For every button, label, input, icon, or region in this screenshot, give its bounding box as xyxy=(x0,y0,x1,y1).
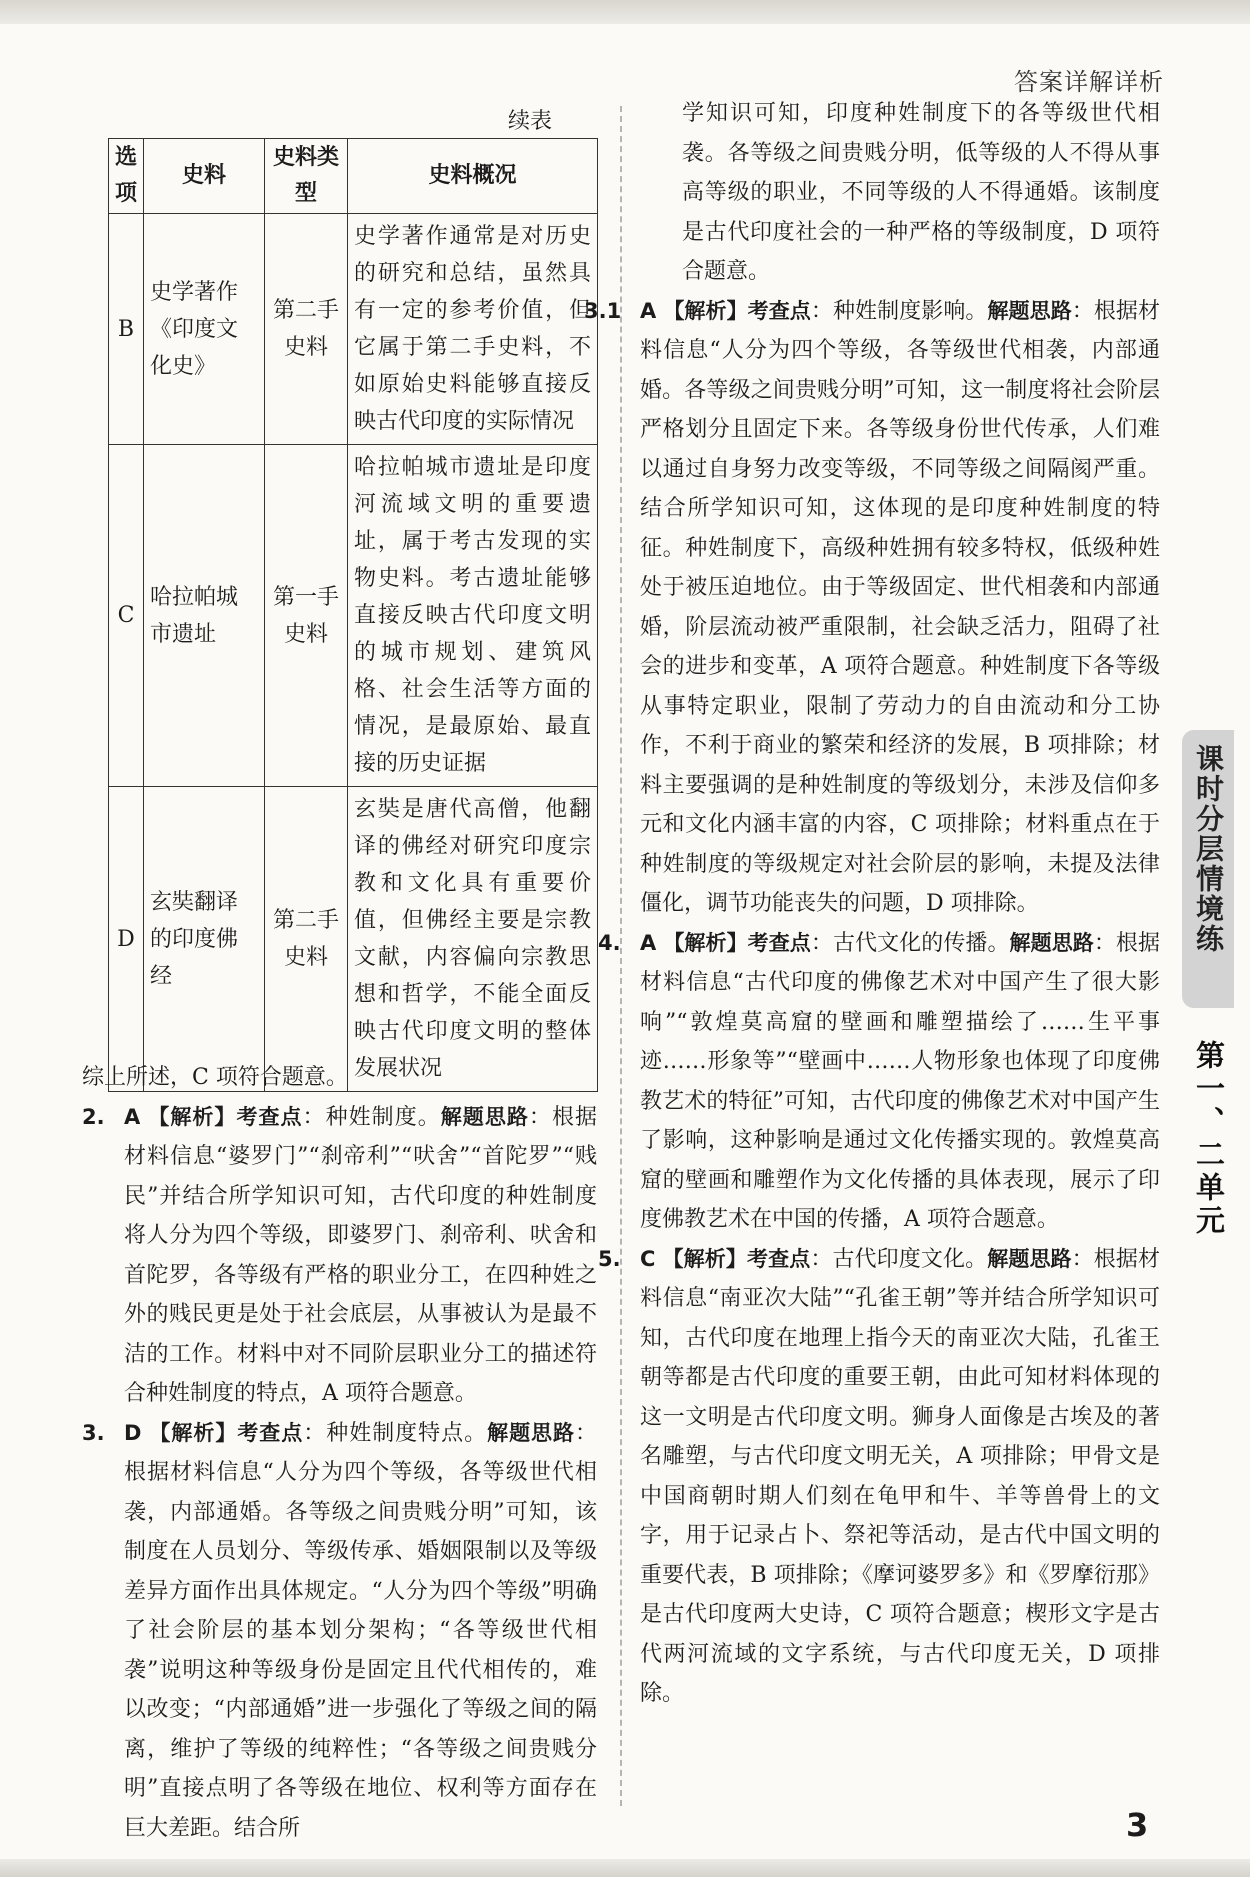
section-tab xyxy=(1182,730,1234,1008)
unit-label: 第一、二单元 xyxy=(1192,1040,1226,1238)
answer-letter: A xyxy=(640,298,657,323)
row-source: 玄奘翻译的印度佛经 xyxy=(144,787,265,1092)
table-row xyxy=(109,214,598,445)
section-tab-label: 课时分层情境练 xyxy=(1192,744,1225,954)
header-type: 史料类型 xyxy=(265,139,348,214)
table-row xyxy=(109,787,598,1092)
row-option: B xyxy=(109,214,144,445)
analysis-tag: 【解析】 xyxy=(662,1246,747,1271)
bottom-scan-edge xyxy=(0,1859,1250,1877)
kp-text: ：种姓制度影响。 xyxy=(810,298,988,324)
right-column xyxy=(584,94,1161,1714)
table-continued-label: 续表 xyxy=(508,109,553,134)
thought-label: 解题思路 xyxy=(487,1420,575,1445)
kp-text: ：种姓制度。 xyxy=(302,1104,441,1130)
explanation-text: ：根据材料信息“人分为四个等级，各等级世代相袭，内部通婚。各等级之间贵贱分明”可知，这一制度将社会阶层严格划分且固定下来。各等级身份世代传承，人们难以通过自身努力改变等级，不同等级之间隔阂严重。结合所学知识可知，这体现的是印度种姓制度的特征。种姓制度下，高级种姓拥有较多特权，低级种姓处于被压迫地位。由于等级固定、世代相袭和内部通婚，阶层流动被严重限制，社会缺乏活力，阻碍了社会的进步和变革，A 项符合题意。种姓制度下各等级从事特定职业，限制了劳动力的自由流动和分工协作，不利于商业的繁荣和经济的发展，B 项排除；材料主要强调的是种姓制度的等级划分，未涉及信仰多元和文化内涵丰富的内容，C 项排除；材料重点在于种姓制度的等级规定对社会阶层的影响，未提及法律僵化，调节功能丧失的问题，D 项排除。 xyxy=(640,298,1160,916)
answer-item-5 xyxy=(598,1240,1160,1714)
kp-label: 考查点 xyxy=(237,1420,304,1445)
item-number: 3.1 xyxy=(584,298,622,323)
row-type: 第二手史料 xyxy=(265,214,348,445)
thought-label: 解题思路 xyxy=(440,1104,529,1129)
explanation-text: ：根据材料信息“人分为四个等级，各等级世代相袭，内部通婚。各等级之间贵贱分明”可知，该制度在人员划分、等级传承、婚姻限制以及等级差异方面作出具体规定。“人分为四个等级”明确了社会阶层的基本划分架构；“各等级世代相袭”说明这种等级身份是固定且代代相传的，难以改变；“内部通婚”进一步强化了等级之间的隔离，维护了等级的纯粹性；“各等级之间贵贱分明”直接点明了各等级在地位、权利等方面存在巨大差距。结合所 xyxy=(124,1420,598,1841)
table-header-row xyxy=(109,139,598,214)
source-analysis-table xyxy=(108,138,598,1092)
explanation-text: 学知识可知，印度种姓制度下的各等级世代相袭。各等级之间贵贱分明，低等级的人不得从事高等级的职业，不同等级的人不得通婚。该制度是古代印度社会的一种严格的等级制度，D 项符合题意。 xyxy=(682,101,1160,284)
answer-letter: D xyxy=(124,1420,142,1445)
row-overview: 史学著作通常是对历史的研究和总结，虽然具有一定的参考价值，但它属于第二手史料，不如原始史料能够直接反映古代印度的实际情况 xyxy=(348,214,598,445)
answer-letter: C xyxy=(640,1246,656,1271)
thought-label: 解题思路 xyxy=(987,1246,1072,1271)
kp-label: 考查点 xyxy=(747,930,811,955)
kp-label: 考查点 xyxy=(747,298,811,323)
row-overview: 玄奘是唐代高僧，他翻译的佛经对研究印度宗教和文化具有重要价值，但佛经主要是宗教文献，内容偏向宗教思想和哲学，不能全面反映古代印度文明的整体发展状况 xyxy=(348,787,598,1092)
answer-item-4 xyxy=(598,924,1160,1240)
explanation-text: ：根据材料信息“婆罗门”“刹帝利”“吠舍”“首陀罗”“贱民”并结合所学知识可知，古代印度的种姓制度将人分为四个等级，即婆罗门、刹帝利、吠舍和首陀罗，各等级有严格的职业分工，在四种姓之外的贱民更是处于社会底层，从事被认为是最不洁的工作。材料中对不同阶层职业分工的描述符合种姓制度的特点，A 项符合题意。 xyxy=(124,1104,597,1406)
answer-item-2 xyxy=(82,1098,597,1414)
row-source: 哈拉帕城市遗址 xyxy=(144,445,265,787)
explanation-text: ：根据材料信息“古代印度的佛像艺术对中国产生了很大影响”“敦煌莫高窟的壁画和雕塑描绘了……生平事迹……形象等”“壁画中……人物形象也体现了印度佛教艺术的特征”可知，古代印度的佛像艺术对中国产生了影响，这种影响是通过文化传播实现的。敦煌莫高窟的壁画和雕塑作为文化传播的具体表现，展示了印度佛教艺术在中国的传播，A 项符合题意。 xyxy=(640,930,1160,1232)
explanation-text: ：根据材料信息“南亚次大陆”“孔雀王朝”等并结合所学知识可知，古代印度在地理上指今天的南亚次大陆，孔雀王朝等都是古代印度的重要王朝，由此可知材料体现的这一文明是古代印度文明。狮身人面像是古埃及的著名雕塑，与古代印度文明无关，A 项排除；甲骨文是中国商朝时期人们刻在龟甲和牛、羊等兽骨上的文字，用于记录占卜、祭祀等活动，是古代中国文明的重要代表，B 项排除；《摩诃婆罗多》和《罗摩衍那》是古代印度两大史诗，C 项符合题意；楔形文字是古代两河流域的文字系统，与古代印度无关，D 项排除。 xyxy=(640,1246,1161,1706)
item-number: 5. xyxy=(598,1246,621,1271)
item-number: 4. xyxy=(598,930,621,955)
row-overview: 哈拉帕城市遗址是印度河流域文明的重要遗址，属于考古发现的实物史料。考古遗址能够直接反映古代印度文明的城市规划、建筑风格、社会生活等方面的情况，是最原始、最直接的历史证据 xyxy=(348,445,598,787)
thought-label: 解题思路 xyxy=(987,298,1072,323)
table-row xyxy=(109,445,598,787)
analysis-tag: 【解析】 xyxy=(148,1104,237,1129)
kp-text: ：古代文化的传播。 xyxy=(810,930,1010,956)
answer-item-3-continued xyxy=(640,94,1160,292)
analysis-tag: 【解析】 xyxy=(149,1420,238,1445)
kp-label: 考查点 xyxy=(236,1104,303,1129)
kp-text: ：种姓制度特点。 xyxy=(303,1420,488,1446)
left-column xyxy=(82,1058,597,1848)
kp-label: 考查点 xyxy=(746,1246,811,1271)
answer-letter: A xyxy=(124,1104,141,1129)
row-source: 史学著作《印度文化史》 xyxy=(144,214,265,445)
header-option: 选项 xyxy=(109,139,144,214)
row-option: C xyxy=(109,445,144,787)
row-type: 第二手史料 xyxy=(265,787,348,1092)
thought-label: 解题思路 xyxy=(1009,930,1094,955)
summary-text: 综上所述，C 项符合题意。 xyxy=(82,1065,348,1090)
answer-letter: A xyxy=(640,930,657,955)
top-scan-edge xyxy=(0,0,1250,24)
item-number: 2. xyxy=(82,1104,105,1129)
analysis-tag: 【解析】 xyxy=(663,298,748,323)
running-header: 答案详解详析 xyxy=(1014,68,1164,96)
analysis-tag: 【解析】 xyxy=(663,930,748,955)
answer-item-3 xyxy=(82,1414,597,1849)
row-option: D xyxy=(109,787,144,1092)
header-source: 史料 xyxy=(144,139,265,214)
kp-text: ：古代印度文化。 xyxy=(810,1246,988,1272)
item-number: 3. xyxy=(82,1420,105,1445)
header-overview: 史料概况 xyxy=(348,139,598,214)
answer-item-3-1 xyxy=(584,292,1160,924)
page-number: 3 xyxy=(1126,1806,1149,1844)
row-type: 第一手史料 xyxy=(265,445,348,787)
